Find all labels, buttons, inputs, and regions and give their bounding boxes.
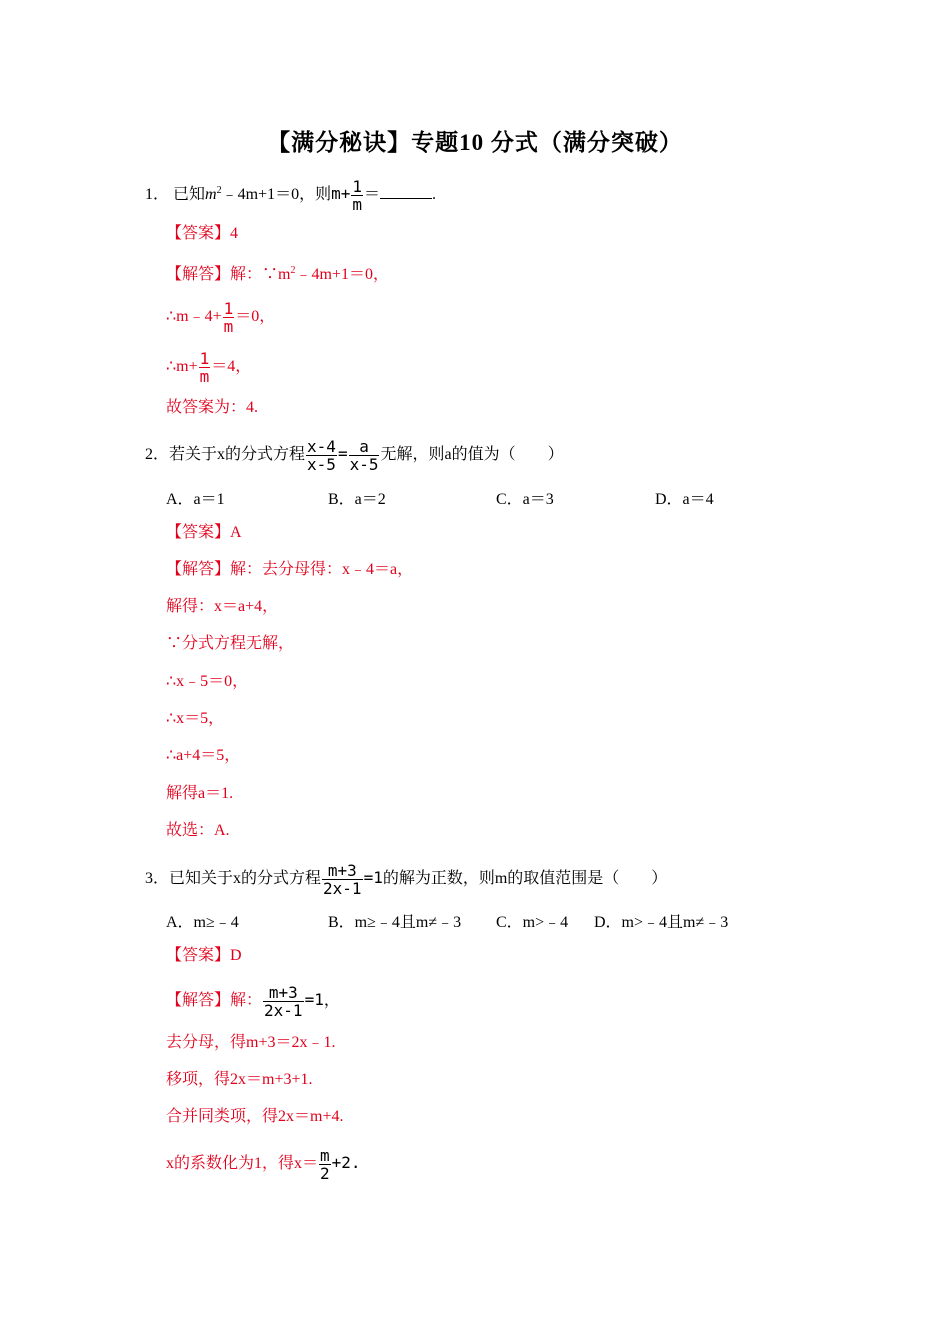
answer-blank — [380, 184, 432, 199]
solution-step: x的系数化为1，得x＝ $\frac{m}{2}$ +2. — [166, 1146, 361, 1183]
fraction: $\frac{1}{m}$ — [352, 177, 362, 214]
solution-step: ∴x＝5， — [166, 710, 225, 727]
option-b: B．m≥﹣4且m≠﹣3 — [328, 914, 462, 931]
option-d: D．a＝4 — [655, 491, 714, 508]
solution-step: ∵分式方程无解， — [166, 635, 295, 652]
solution-step: 故选：A. — [166, 822, 230, 839]
solution-step: 去分母，得m+3＝2x﹣1. — [166, 1034, 336, 1051]
question-3: 3．已知关于x的分式方程 $\frac{m+3}{2x-1}$ =1的解为正数，则m的取值范围是（ ） — [145, 861, 668, 898]
question-2: 2．若关于x的分式方程 $\frac{x-4}{x-5}$ = $\frac{a}{x-5}$ 无解，则a的值为（ ） — [145, 437, 564, 474]
solution-step: 解得a＝1. — [166, 785, 234, 802]
question-1: 1． 已知$m^2﹣4m+1=0$，则m+ $\frac{1}{m}$ ＝ . — [145, 177, 436, 214]
solution-step: 移项，得2x＝m+3+1. — [166, 1071, 313, 1088]
answer-line: 【答案】A — [166, 524, 242, 541]
option-b: B．a＝2 — [328, 491, 386, 508]
solution-step: 解得：x＝a+4， — [166, 598, 279, 615]
option-a: A．m≥﹣4 — [166, 914, 239, 931]
solution-step: 故答案为：4. — [166, 399, 259, 416]
solution-step: 合并同类项，得2x＝m+4. — [166, 1108, 344, 1125]
solution-line: 【解答】解： $\frac{m+3}{2x-1}$ =1， — [166, 983, 340, 1020]
page-title: 【满分秘诀】专题10 分式（满分突破） — [267, 130, 683, 155]
solution-step: ∴a+4＝5， — [166, 747, 241, 764]
option-c: C．a＝3 — [496, 491, 554, 508]
answer-line: 【答案】4 — [166, 225, 239, 242]
solution-step: ∴m﹣4+ $\frac{1}{m}$ ＝0， — [166, 299, 276, 336]
answer-line: 【答案】D — [166, 947, 242, 964]
solution-step: ∴x﹣5＝0， — [166, 673, 249, 690]
option-a: A．a＝1 — [166, 491, 225, 508]
solution-line: 【解答】解：去分母得：x﹣4＝a， — [166, 561, 414, 578]
solution-step: ∴m+ $\frac{1}{m}$ ＝4， — [166, 349, 252, 386]
solution-line: 【解答】解：$\because m^2﹣4m+1=0$， — [166, 265, 389, 283]
option-c: C．m>﹣4 — [496, 914, 569, 931]
option-d: D．m>﹣4且m≠﹣3 — [594, 914, 729, 931]
